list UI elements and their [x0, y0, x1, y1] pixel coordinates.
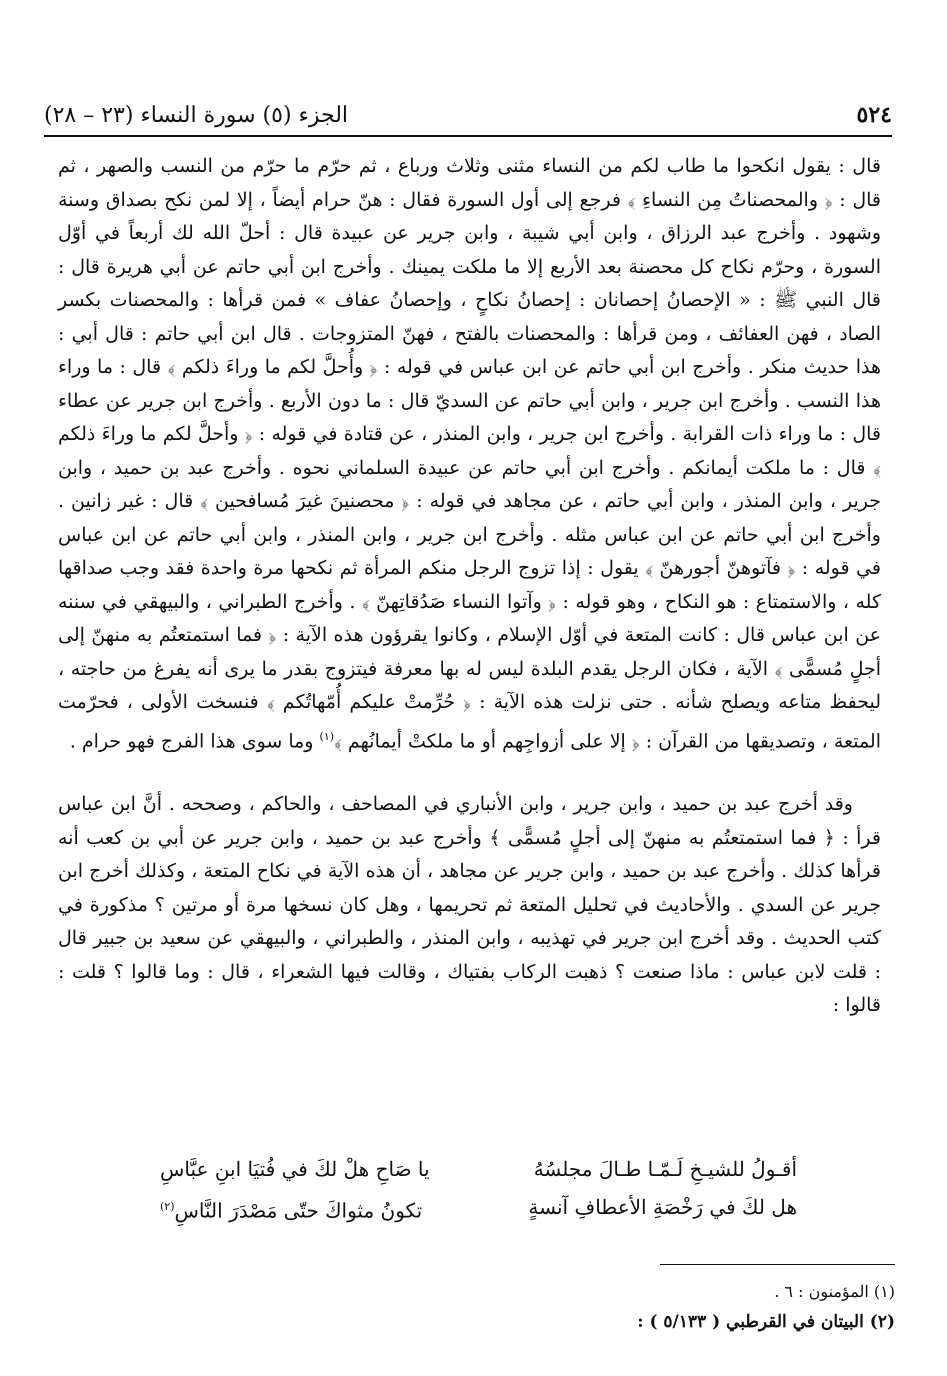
running-title: الجزء (٥) سورة النساء (٢٣ – ٢٨)	[44, 102, 349, 128]
footnote-ref-1: (١)	[319, 729, 335, 743]
body-text	[58, 150, 881, 1023]
paragraph-1-tail: وما سوى هذا الفرج فهو حرام .	[69, 729, 320, 752]
footnote-2: (٢) البيتان في القرطبي ( ٥/١٣٣ ) :	[637, 1312, 895, 1332]
poetry-verse	[160, 1150, 797, 1230]
page-number: ٥٢٤	[856, 102, 892, 128]
paragraph-1	[58, 150, 881, 758]
footnote-rule	[660, 1264, 895, 1265]
verse-hemistich: يا صَاحِ هلْ لكَ في فُتيَا ابنِ عبَّاسِ	[160, 1157, 430, 1181]
running-header	[44, 98, 892, 132]
footnote-1: (١) المؤمنون : ٦ .	[774, 1282, 895, 1301]
header-rule	[44, 135, 892, 137]
verse-hemistich-with-ref	[160, 1188, 422, 1230]
footnote-ref-2: (٢)	[160, 1200, 175, 1213]
verse-hemistich: تكونُ مثواكَ حتّى مَصْدَرَ النَّاسِ	[174, 1198, 423, 1223]
paragraph-1-text: قال : يقول انكحوا ما طاب لكم من النساء مثنى وثلاث ورباع ، ثم حرّم ما حرّم من النسب والصهر ، ثم قال : ﴿ والمحصناتُ مِن النساءِ ﴾ فرجع إلى أول السورة فقال : هنّ حرام أيضاً ، إلا لمن نكح بصداق وسنة وشهود . وأخرج عبد الرزاق ، وابن أبي شيبة ، وابن جرير عن عبيدة قال : أحلّ الله لك أربعاً في أوّل السورة ، وحرّم نكاح كل محصنة بعد الأربع إلا ما ملكت يمينك . وأخرج ابن أبي حاتم عن أبي هريرة قال : قال النبي ﷺ : « الإحصانُ إحصانان : إحصانُ نكاحٍ ، وإحصانُ عفاف » فمن قرأها : والمحصنات بكسر الصاد ، فهن العفائف ، ومن قرأها : والمحصنات بالفتح ، فهنّ المتزوجات . قال ابن أبي حاتم : قال أبي : هذا حديث منكر . وأخرج ابن أبي حاتم عن ابن عباس في قوله : ﴿ وأُحلَّ لكم ما وراءَ ذلكم ﴾ قال : ما وراء هذا النسب . وأخرج ابن جرير ، وابن أبي حاتم عن السديّ قال : ما دون الأربع . وأخرج ابن جرير عن عطاء قال : ما وراء ذات القرابة . وأخرج ابن جرير ، وابن المنذر ، عن قتادة في قوله : ﴿ وأحلَّ لكم ما وراءَ ذلكم ﴾ قال : ما ملكت أيمانكم . وأخرج ابن أبي حاتم عن عبيدة السلماني نحوه . وأخرج عبد بن حميد ، وابن جرير ، وابن المنذر ، وابن أبي حاتم ، عن مجاهد في قوله : ﴿ محصنينَ غيرَ مُسافحين ﴾ قال : غير زانين . وأخرج ابن أبي حاتم عن ابن عباس مثله . وأخرج ابن جرير ، وابن المنذر ، وابن أبي حاتم عن ابن عباس في قوله : ﴿ فآتوهنّ أجورهنّ ﴾ يقول : إذا تزوج الرجل منكم المرأة ثم نكحها مرة واحدة فقد وجب صداقها كله ، والاستمتاع : هو النكاح ، وهو قوله : ﴿ وآتوا النساء صَدُقاتِهنّ ﴾ . وأخرج الطبراني ، والبيهقي في سننه عن ابن عباس قال : كانت المتعة في أوّل الإسلام ، وكانوا يقرؤون هذه الآية : ﴿ فما استمتعتُم به منهنّ إلى أجلٍ مُسمًّى ﴾ الآية ، فكان الرجل يقدم البلدة ليس له بها معرفة فيتزوج بقدر ما يرى أنه يفرغ من حاجته ، ليحفظ متاعه ويصلح شأنه . حتى نزلت هذه الآية : ﴿ حُرِّمتْ عليكم أُمّهاتُكم ﴾ فنسخت الأولى ، فحرّمت المتعة ، وتصديقها من القرآن : ﴿ إلا على أزواجِهم أو ما ملكتْ أيمانُهم ﴾	[58, 155, 881, 752]
verse-line-2	[160, 1188, 797, 1230]
paragraph-2: وقد أخرج عبد بن حميد ، وابن جرير ، وابن الأنباري في المصاحف ، والحاكم ، وصححه . أنَّ ابن عباس قرأ : ﴿ فما استمتعتُم به منهنّ إلى أجلٍ مُسمًّى ﴾ وأخرج عبد بن حميد ، وابن جرير عن أبي بن كعب أنه قرأها كذلك . وأخرج عبد بن حميد ، وابن جرير عن مجاهد ، أن هذه الآية في نكاح المتعة ، وكذلك أخرج ابن جرير عن السدي . والأحاديث في تحليل المتعة ثم تحريمها ، وهل كان نسخها مرة أو مرتين ؟ مذكورة في كتب الحديث . وقد أخرج ابن جرير في تهذيبه ، وابن المنذر ، والطبراني ، والبيهقي عن سعيد بن جبير قال : قلت لابن عباس : ماذا صنعت ؟ ذهبت الركاب بفتياك ، وقالت فيها الشعراء ، قال : وما قالوا ؟ قلت : قالوا :	[58, 793, 881, 1017]
verse-line-1	[160, 1150, 797, 1188]
verse-hemistich: هل لكَ في رَخْصَةِ الأعطافِ آنسةٍ	[528, 1195, 797, 1219]
verse-hemistich: أقـولُ للشيـخِ لَـمّـا طـالَ مجلسُهُ	[533, 1157, 797, 1181]
footnotes	[60, 1276, 895, 1338]
